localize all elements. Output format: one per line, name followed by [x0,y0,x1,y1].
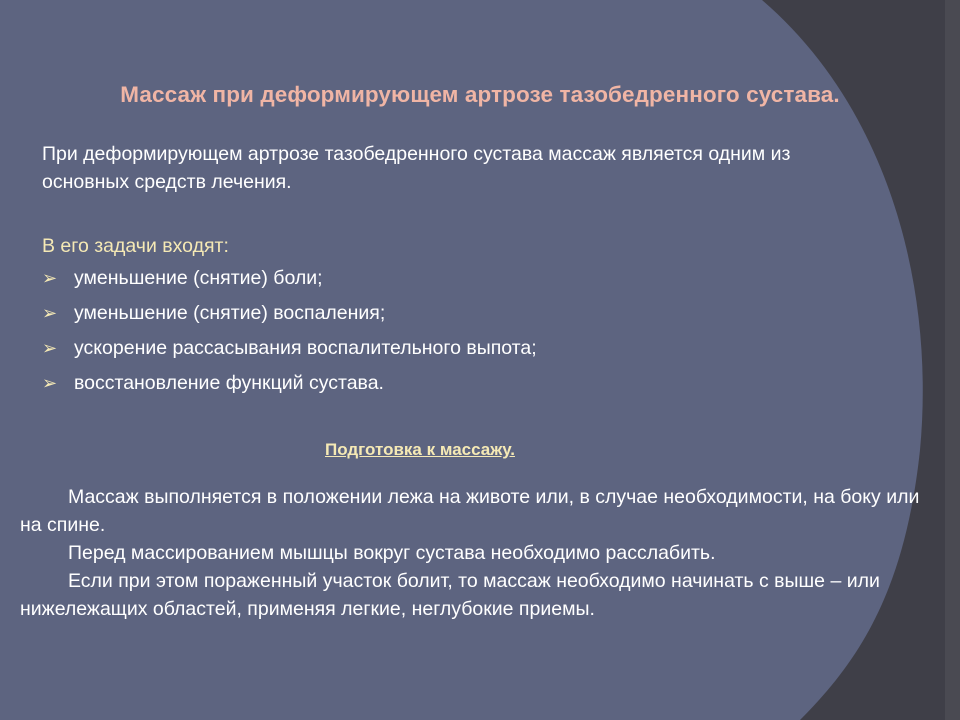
list-item-text: уменьшение (снятие) воспаления; [74,302,386,324]
list-item [42,334,537,369]
preparation-paragraph: Массаж выполняется в положении лежа на животе или, в случае необходимости, на боку или на спине. [20,486,920,536]
preparation-heading: Подготовка к массажу. [325,440,515,459]
arrow-check-icon: ➢ [42,338,58,358]
intro-paragraph: При деформирующем артрозе тазобедренного сустава массаж является одним из основных средств лечения. [42,143,791,193]
arrow-check-icon: ➢ [42,303,58,323]
preparation-paragraph: Перед массированием мышцы вокруг сустава необходимо расслабить. [68,542,716,564]
arrow-check-icon: ➢ [42,373,58,393]
list-item-text: восстановление функций сустава. [74,372,384,394]
list-item [42,369,537,404]
slide-title: Массаж при деформирующем артрозе тазобедренного сустава. [120,82,840,107]
preparation-paragraph: Если при этом пораженный участок болит, то массаж необходимо начинать с выше – или нижележащих областей, применяя легкие, неглубокие приемы. [20,570,880,620]
preparation-body [20,483,920,623]
list-item [42,299,537,334]
tasks-list [42,264,537,404]
list-item-text: уменьшение (снятие) боли; [74,267,323,289]
arrow-check-icon: ➢ [42,268,58,288]
list-item-text: ускорение рассасывания воспалительного выпота; [74,337,537,359]
tasks-heading: В его задачи входят: [42,235,229,257]
list-item [42,264,537,299]
